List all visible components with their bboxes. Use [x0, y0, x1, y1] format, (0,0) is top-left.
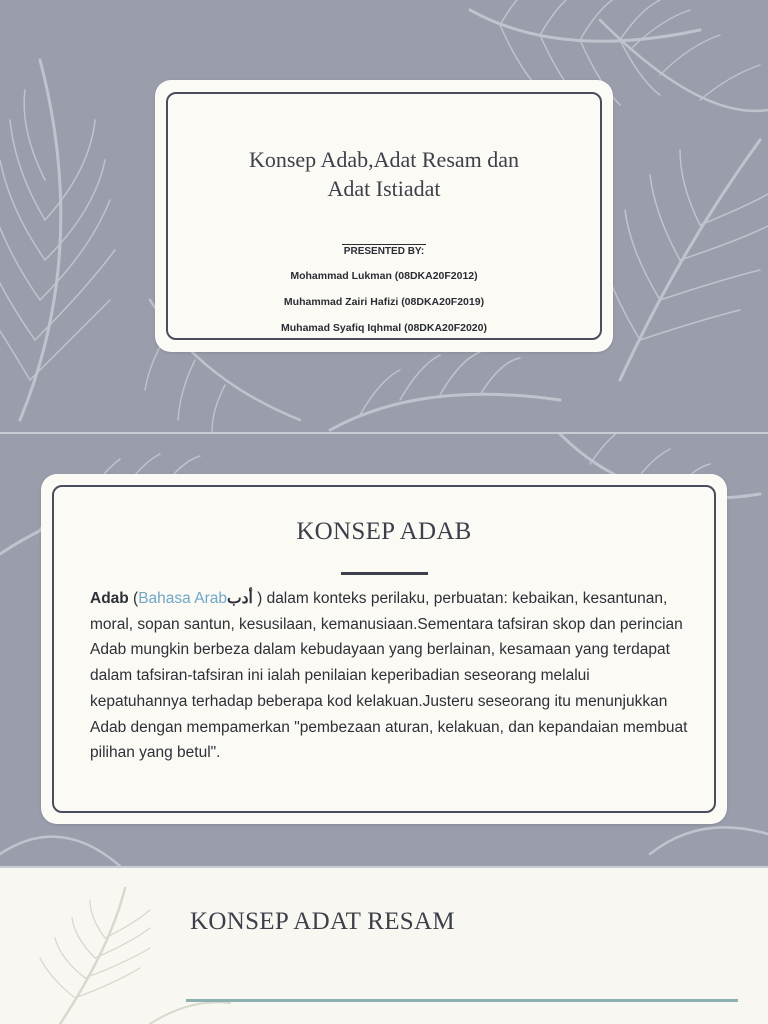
- bahasa-arab-link[interactable]: Bahasa Arab: [138, 590, 227, 607]
- presentation-title: [166, 145, 602, 203]
- slide-title: KONSEP ADAT RESAM: [190, 908, 455, 935]
- member-name: Muhammad Zairi Hafizi (08DKA20F2019): [283, 296, 485, 308]
- presentation-title-line2: Adat Istiadat: [327, 176, 441, 201]
- term-adab: Adab: [90, 590, 129, 607]
- presented-by-label: [166, 244, 602, 257]
- open-paren: (: [128, 590, 139, 607]
- slide-title: KONSEP ADAB: [296, 518, 472, 545]
- adab-definition-paragraph: [90, 586, 690, 766]
- arabic-word: أدب: [226, 590, 253, 607]
- member-name: Mohammad Lukman (08DKA20F2012): [290, 270, 478, 282]
- member-name: Muhamad Syafiq Iqhmal (08DKA20F2020): [281, 322, 487, 334]
- title-underline: [341, 572, 428, 575]
- presentation-title-line1: Konsep Adab,Adat Resam dan: [248, 147, 520, 172]
- presented-by-text: PRESENTED BY:: [343, 246, 425, 257]
- definition-text: ) dalam konteks perilaku, perbuatan: kebaikan, kesantunan, moral, sopan santun, kesusilaan, kemanusiaan.Sementara tafsiran skop dan perincian Adab mungkin berbeza dalam kebudayaan yang berlainan, kesamaan yang terdapat dalam tafsiran-tafsiran ini ialah penilaian keperibadian seseorang melalui kepatuhannya terhadap beberapa kod kelakuan.Justeru seseorang itu menunjukkan Adab dengan mempamerkan "pembezaan aturan, kelakuan, dan kepandaian membuat pilihan yang betul".: [90, 590, 688, 762]
- title-underline: [186, 999, 738, 1002]
